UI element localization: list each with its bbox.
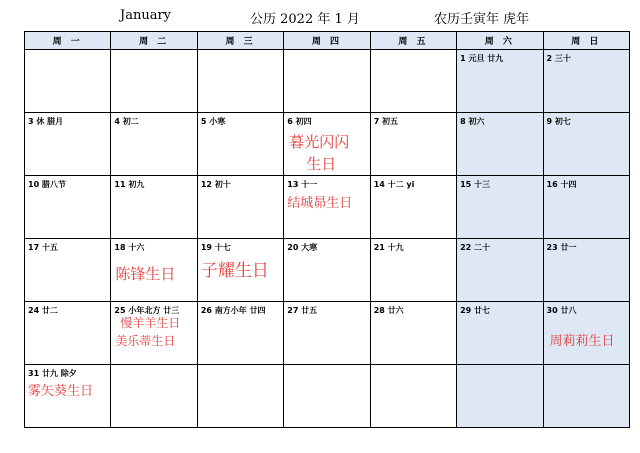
week-row <box>25 302 630 365</box>
day-label: 13 十一 <box>287 180 318 189</box>
day-cell <box>543 176 629 239</box>
birthday-note: 陈锋生日 <box>115 265 176 283</box>
month-name-en: January <box>120 8 172 23</box>
empty-day-cell <box>197 365 283 428</box>
birthday-note: 雾矢葵生日 <box>28 384 94 399</box>
birthday-note: 美乐蒂生日 <box>115 334 176 348</box>
day-label: 20 大寒 <box>287 243 318 252</box>
day-cell <box>25 239 111 302</box>
day-label: 8 初六 <box>460 117 485 126</box>
day-cell <box>457 50 543 113</box>
day-cell <box>25 176 111 239</box>
weekday-thu: 周 四 <box>284 32 370 50</box>
day-cell <box>284 176 370 239</box>
gregorian-month: 公历 2022 年 1 月 <box>250 12 360 27</box>
day-label: 3 休 腊月 <box>28 117 64 126</box>
day-label: 12 初十 <box>200 180 231 189</box>
weekday-header-row <box>25 32 630 50</box>
day-label: 7 初五 <box>373 117 399 126</box>
weekday-tue: 周 二 <box>111 32 197 50</box>
weekday-sun: 周 日 <box>543 32 629 50</box>
birthday-note: 周莉莉生日 <box>549 334 615 349</box>
empty-day-cell <box>111 50 197 113</box>
day-cell <box>543 113 629 176</box>
empty-day-cell <box>543 365 629 428</box>
day-label: 30 廿八 <box>546 306 577 315</box>
day-label: 17 十五 <box>28 243 58 252</box>
day-cell <box>370 176 456 239</box>
weekday-fri: 周 五 <box>370 32 456 50</box>
day-cell <box>457 239 543 302</box>
day-cell <box>543 302 629 365</box>
day-label: 22 二十 <box>460 243 491 252</box>
day-label: 27 廿五 <box>287 306 318 315</box>
day-label: 1 元旦 廿九 <box>460 54 504 63</box>
week-row <box>25 239 630 302</box>
weekday-sat: 周 六 <box>457 32 543 50</box>
lunar-year: 农历壬寅年 虎年 <box>434 12 530 27</box>
day-cell <box>197 239 283 302</box>
day-label: 31 廿九 除夕 <box>28 369 77 378</box>
day-label: 14 十二 yi <box>373 180 415 189</box>
empty-day-cell <box>25 50 111 113</box>
empty-day-cell <box>197 50 283 113</box>
day-cell <box>284 302 370 365</box>
day-label: 2 三十 <box>546 54 571 63</box>
day-cell <box>543 50 629 113</box>
week-row <box>25 113 630 176</box>
day-cell <box>284 113 370 176</box>
day-cell <box>457 302 543 365</box>
day-label: 29 廿七 <box>460 306 491 315</box>
day-cell <box>111 239 197 302</box>
day-cell <box>284 239 370 302</box>
day-cell <box>370 302 456 365</box>
empty-day-cell <box>370 365 456 428</box>
birthday-note: 子耀生日 <box>200 261 269 281</box>
day-label: 25 小年北方 廿三 <box>114 306 180 315</box>
day-label: 4 初二 <box>114 117 139 126</box>
day-label: 5 小寒 <box>200 117 226 126</box>
calendar-title <box>24 4 630 30</box>
day-label: 19 十七 <box>200 243 231 252</box>
weekday-wed: 周 三 <box>197 32 283 50</box>
day-cell <box>197 113 283 176</box>
day-cell <box>25 302 111 365</box>
day-cell <box>543 239 629 302</box>
week-row <box>25 50 630 113</box>
day-label: 18 十六 <box>114 243 145 252</box>
empty-day-cell <box>457 365 543 428</box>
day-cell <box>25 113 111 176</box>
day-cell <box>197 176 283 239</box>
day-cell <box>25 365 111 428</box>
empty-day-cell <box>284 365 370 428</box>
birthday-note: 慢羊羊生日 <box>120 316 181 330</box>
empty-day-cell <box>370 50 456 113</box>
week-row <box>25 365 630 428</box>
weekday-mon: 周 一 <box>25 32 111 50</box>
day-label: 26 南方小年 廿四 <box>200 306 266 315</box>
day-cell <box>197 302 283 365</box>
day-label: 24 廿二 <box>28 306 58 315</box>
birthday-note: 暮光闪闪 <box>289 133 350 151</box>
birthday-note: 结城昴生日 <box>287 196 353 211</box>
day-label: 6 初四 <box>287 117 312 126</box>
calendar-grid <box>24 31 630 428</box>
day-label: 23 廿一 <box>546 243 577 252</box>
day-label: 21 十九 <box>373 243 404 252</box>
day-cell <box>111 302 197 365</box>
day-label: 28 廿六 <box>373 306 404 315</box>
day-label: 16 十四 <box>546 180 577 189</box>
day-label: 11 初九 <box>114 180 145 189</box>
day-cell <box>111 113 197 176</box>
day-cell <box>457 113 543 176</box>
empty-day-cell <box>284 50 370 113</box>
day-cell <box>111 176 197 239</box>
empty-day-cell <box>111 365 197 428</box>
day-cell <box>370 239 456 302</box>
day-label: 10 腊八节 <box>28 180 66 189</box>
birthday-note: 生日 <box>306 155 337 173</box>
week-row <box>25 176 630 239</box>
day-label: 15 十三 <box>460 180 491 189</box>
day-cell <box>457 176 543 239</box>
day-label: 9 初七 <box>546 117 571 126</box>
day-cell <box>370 113 456 176</box>
